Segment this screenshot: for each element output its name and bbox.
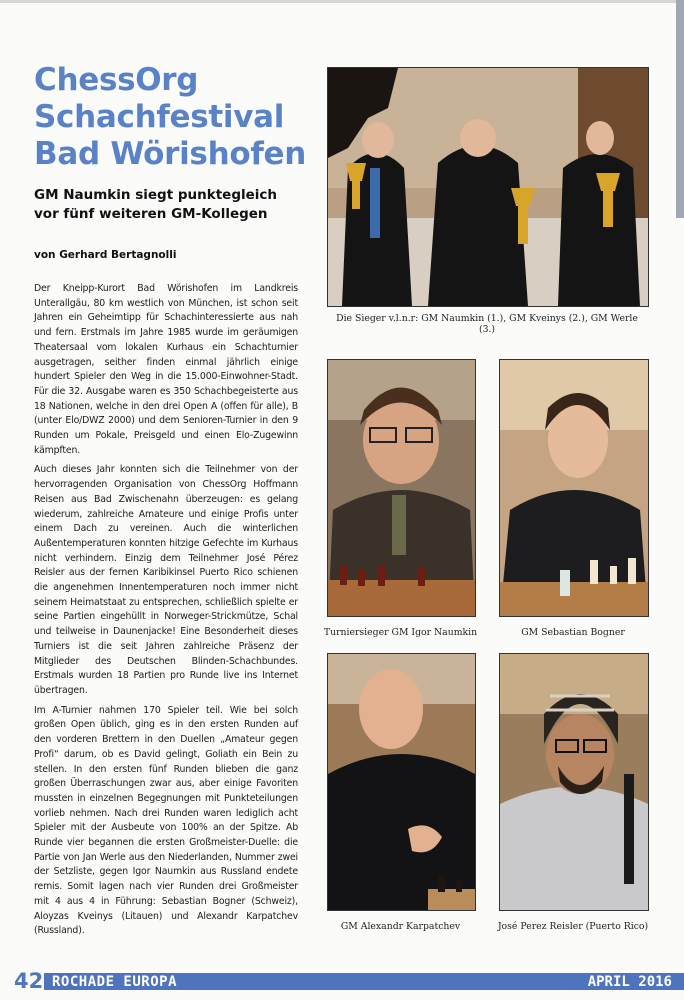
karpatchev-caption: GM Alexandr Karpatchev [340, 921, 461, 932]
reisler-caption: José Perez Reisler (Puerto Rico) [497, 921, 649, 932]
winners-caption: Die Sieger v.l.n.r: GM Naumkin (1.), GM Kveinys (2.), GM Werle (3.) [336, 313, 638, 335]
reisler-photo [499, 653, 649, 911]
title-line: Bad Wörishofen [34, 136, 307, 172]
article-subtitle: GM Naumkin siegt punktegleich vor fünf weiteren GM-Kollegen [34, 187, 278, 222]
bogner-caption: GM Sebastian Bogner [521, 627, 625, 638]
article-body [34, 282, 298, 944]
naumkin-photo [327, 359, 476, 617]
title-line: ChessOrg [34, 62, 199, 98]
title-line: Schachfestival [34, 99, 285, 135]
issue-date: APRIL 2016 [587, 974, 672, 990]
bogner-photo [499, 359, 649, 617]
winners-photo [327, 67, 649, 307]
page-number: 42 [14, 969, 44, 993]
article-author: von Gerhard Bertagnolli [34, 249, 177, 261]
page-right-edge [676, 0, 684, 218]
karpatchev-photo [327, 653, 476, 911]
page-footer [0, 967, 684, 993]
body-paragraph: Auch dieses Jahr konnten sich die Teilnehmer von der hervorragenden Organisation von ChessOrg Hoffmann Reisen aus Bad Zwischenahn überzeugen: es gelang wiederum, zahlreiche Amateure und einige Profis unter einem Dach zu vereinen. Auch die winterlichen Außentemperaturen konnten hitzige Gefechte im Kurhaus nicht verhindern. Einzig dem Teilnehmer José Pérez Reisler aus der fernen Karibikinsel Puerto Rico schienen die angenehmen Innentemperaturen noch immer nicht seinem Heimatstaat zu entsprechen, schließlich spielte er seine Partien eingehüllt in Norweger-Strickmütze, Schal und teilweise in Daunenjacke! Eine Besonderheit dieses Turniers ist die seit Jahren zahlreiche Präsenz der Mitglieder des Deutschen Blinden-Schachbundes. Erstmals wurden 18 Partien pro Runde live ins Internet übertragen. [34, 464, 298, 696]
naumkin-caption: Turniersieger GM Igor Naumkin [323, 627, 478, 638]
body-paragraph: Der Kneipp-Kurort Bad Wörishofen im Landkreis Unterallgäu, 80 km westlich von München, ist schon seit Jahren ein Geheimtipp für Schachinteressierte aus nah und fern. Erstmals im Jahre 1985 wurde im geräumigen Theatersaal vom lokalen Kurhaus ein Schachturnier ausgetragen, seither finden einmal jährlich einige hundert Spieler den Weg in die 15.000-Einwohner-Stadt. Für die 32. Ausgabe waren es 350 Schachbegeisterte aus 18 Nationen, welche in den drei Open A (offen für alle), B (unter Elo/DWZ 2000) und dem Senioren-Turnier in den 9 Runden um Pokale, Preisgeld und einen Elo-Zugewinn kämpften. [34, 283, 298, 456]
article-title [34, 62, 314, 173]
body-paragraph: Im A-Turnier nahmen 170 Spieler teil. Wie bei solch großen Open üblich, ging es in den ersten Runden auf den vorderen Brettern in den Duellen „Amateur gegen Profi“ darum, ob es David gelingt, Goliath ein Bein zu stellen. In den ersten fünf Runden blieben die ganz großen Überraschungen zwar aus, aber einige Favoriten mussten in einzelnen Begegnungen mit Punkteteilungen vorlieb nehmen. Nach drei Runden waren lediglich acht Spieler mit der Ausbeute von 100% an der Spitze. Ab Runde vier begannen die ersten Großmeister-Duelle: die Partie von Jan Werle aus den Niederlanden, Nummer zwei der Setzliste, gegen Igor Naumkin aus Russland endete remis. Somit lagen nach vier Runden drei Großmeister mit 4 aus 4 in Führung: Sebastian Bogner (Schweiz), Aloyzas Kveinys (Litauen) und Alexandr Karpatchev (Russland). [34, 704, 298, 937]
page-top-edge [0, 0, 684, 3]
magazine-name: ROCHADE EUROPA [52, 974, 178, 990]
